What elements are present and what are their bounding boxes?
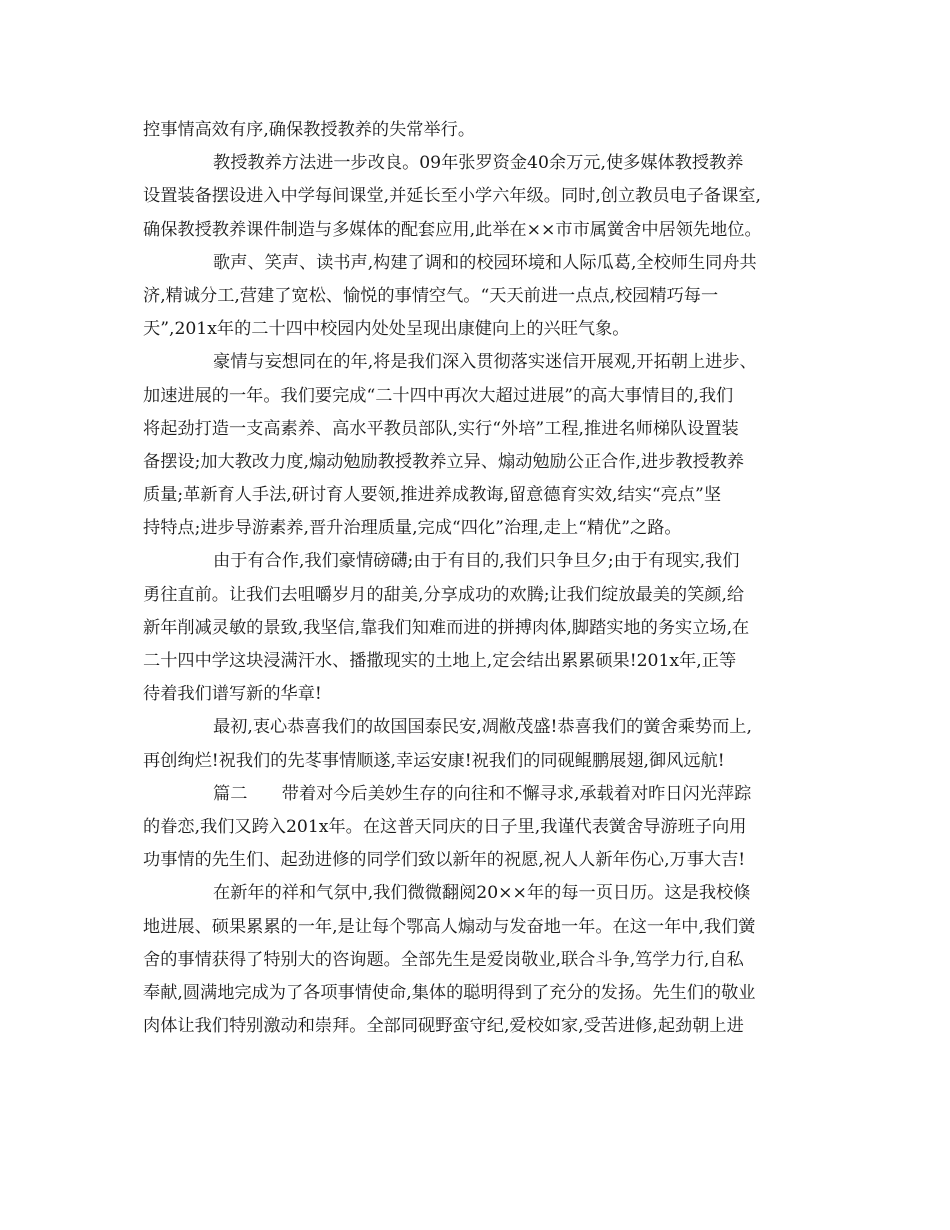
text-line: 功事情的先生们、起劲进修的同学们致以新年的祝愿,祝人人新年伤心,万事大吉! [143,850,746,871]
paragraph-first-line: 最初,衷心恭喜我们的故国国泰民安,凋敝茂盛!恭喜我们的黉舍乘势而上, [213,717,752,738]
text-line: 加速进展的一年。我们要完成“二十四中再次大超过进展”的高大事情目的,我们 [143,385,734,406]
text-line: 济,精诚分工,营建了宽松、愉悦的事情空气。“天天前进一点点,校园精巧每一 [143,285,719,306]
text-line: 待着我们谱写新的华章! [143,684,322,705]
text-line: 地进展、硕果累累的一年,是让每个鄂高人煽动与发奋地一年。在这一年中,我们黉 [143,916,756,937]
text-line: 奉献,圆满地完成为了各项事情使命,集体的聪明得到了充分的发扬。先生们的敬业 [143,982,756,1003]
paragraph-first-line: 教授教养方法进一步改良。09年张罗资金40余万元,使多媒体教授教养 [213,153,744,174]
paragraph-first-line: 歌声、笑声、读书声,构建了调和的校园环境和人际瓜葛,全校师生同舟共 [213,252,757,273]
text-line: 肉体让我们特别激动和崇拜。全部同砚野蛮守纪,爱校如家,受苦进修,起劲朝上进 [143,1016,744,1037]
paragraph-first-line: 由于有合作,我们豪情磅礴;由于有目的,我们只争旦夕;由于有现实,我们 [213,551,740,572]
text-line: 的眷恋,我们又跨入201x年。在这普天同庆的日子里,我谨代表黉舍导游班子向用 [143,816,747,837]
text-line: 备摆设;加大教改力度,煽动勉励教授教养立异、煽动勉励公正合作,进步教授教养 [143,451,745,472]
text-line: 勇往直前。让我们去咀嚼岁月的甜美,分享成功的欢腾;让我们绽放最美的笑颜,给 [143,584,745,605]
text-line: 设置装备摆设进入中学每间课堂,并延长至小学六年级。同时,创立教员电子备课室, [143,186,761,207]
paragraph-first-line: 豪情与妄想同在的年,将是我们深入贯彻落实迷信开展观,开拓朝上进步、 [213,352,757,373]
text-line: 舍的事情获得了特别大的咨询题。全部先生是爱岗敬业,联合斗争,笃学力行,自私 [143,949,744,970]
text-line: 再创绚烂!祝我们的先苳事情顺遂,幸运安康!祝我们的同砚鲲鹏展翅,御风远航! [143,750,725,771]
document-body [143,114,818,1043]
text-line: 新年削减灵敏的景致,我坚信,靠我们知难而进的拼搏肉体,脚踏实地的务实立场,在 [143,617,750,638]
text-line: 将起劲打造一支高素养、高水平教员部队,实行“外培”工程,推进名师梯队设置装 [143,418,739,439]
section-heading-line: 篇二 带着对今后美妙生存的向往和不懈寻求,承载着对昨日闪光萍踪 [213,783,752,804]
text-line: 质量;革新育人手法,研讨育人要领,推进养成教诲,留意德育实效,结实“亮点”坚 [143,485,722,506]
text-line: 天”,201x年的二十四中校园内处处呈现出康健向上的兴旺气象。 [143,319,630,340]
text-line: 二十四中学这块浸满汗水、播撒现实的土地上,定会结出累累硕果!201x年,正等 [143,651,737,671]
paragraph-first-line: 在新年的祥和气氛中,我们微微翻阅20××年的每一页日历。这是我校倏 [213,883,751,904]
text-line: 确保教授教养课件制造与多媒体的配套应用,此举在××市市属黉舍中居领先地位。 [143,219,762,240]
text-line: 控事情高效有序,确保教授教养的失常举行。 [143,120,476,140]
text-line: 持特点;进步导游素养,晋升治理质量,完成“四化”治理,走上“精优”之路。 [143,518,682,539]
